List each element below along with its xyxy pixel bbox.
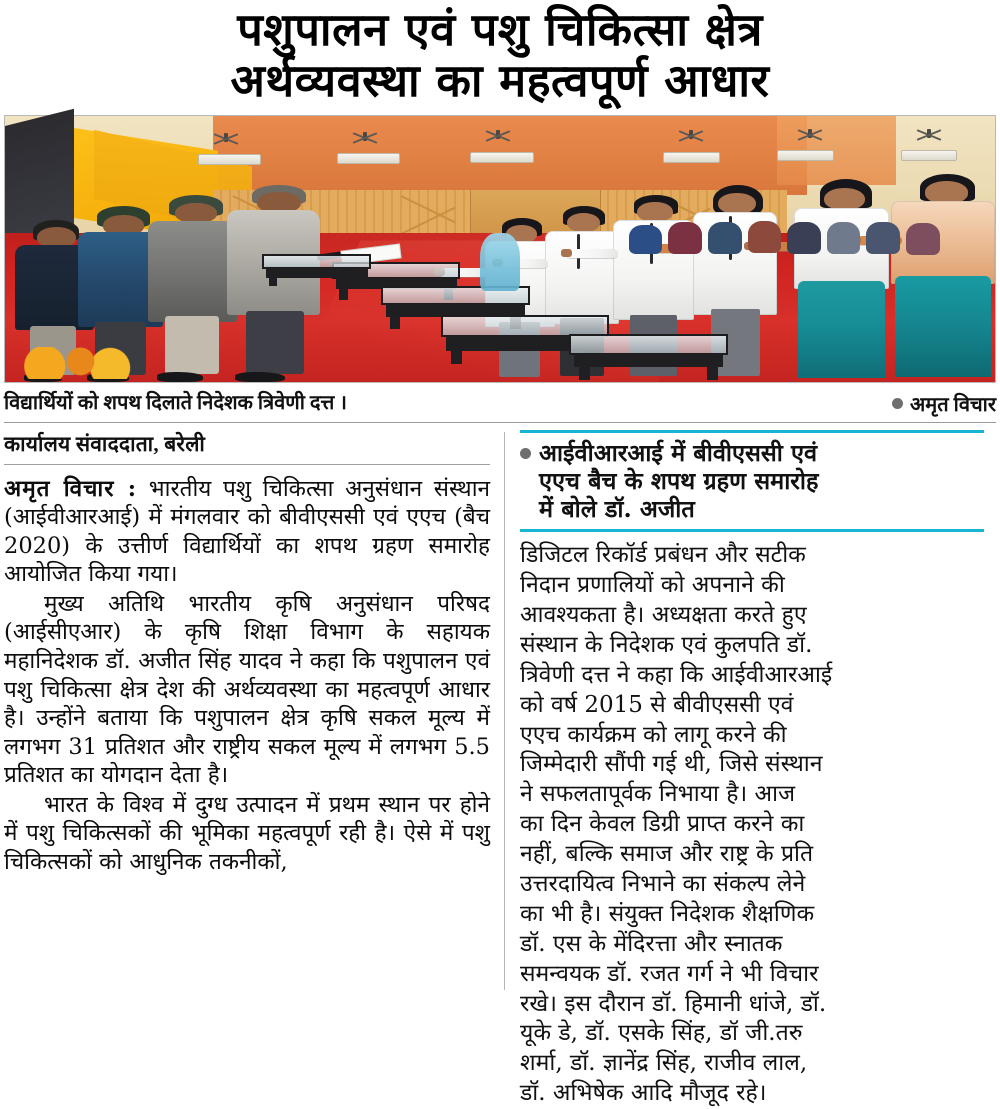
- photo-caption: विद्यार्थियों को शपथ दिलाते निदेशक त्रिवेणी दत्त ।: [4, 391, 347, 414]
- crowd-figure: [748, 221, 782, 253]
- ceremony-photograph: [4, 115, 996, 383]
- paragraph-3: भारत के विश्व में दुग्ध उत्पादन में प्रथम स्थान पर होने में पशु चिकित्सकों की भूमिका महत्वपूर्ण रही है। ऐसे में पशु चिकित्सकों को आधुनिक तकनीकों,: [4, 791, 490, 875]
- right-column-line: डॉ. एस के मेंदिरत्ता और स्नातक: [520, 930, 783, 957]
- crowd-figure: [668, 222, 702, 254]
- right-column-line: आवश्यकता है। अध्यक्षता करते हुए: [520, 601, 807, 628]
- crowd-figure: [708, 222, 742, 254]
- right-column-line: जिम्मेदारी सौंपी गई थी, जिसे संस्थान: [520, 751, 823, 778]
- ceiling-fan: [485, 130, 511, 142]
- ceiling-fan: [916, 129, 942, 141]
- right-column-line: शर्मा, डॉ. ज्ञानेंद्र सिंह, राजीव लाल,: [520, 1050, 808, 1077]
- wall-speaker: [777, 150, 833, 161]
- right-column-line: डॉ. अभिषेक आदि मौजूद रहे।: [520, 1080, 767, 1107]
- ceiling-fan: [678, 130, 704, 142]
- crowd-figure: [906, 223, 940, 255]
- crowd-figure: [629, 225, 663, 254]
- wall-speaker: [470, 152, 533, 163]
- wall-speaker: [337, 153, 400, 164]
- sub-headline-text: [539, 439, 984, 524]
- bullet-dot-icon: [892, 398, 903, 409]
- sub-headline-line-1: आईवीआरआई में बीवीएससी एवं: [539, 438, 818, 467]
- crowd-figure: [787, 222, 821, 254]
- byline-divider: [4, 464, 490, 465]
- student-figure-saree: [787, 179, 896, 381]
- right-column-line: का दिन केवल डिग्री प्राप्त करने का: [520, 811, 805, 838]
- right-column-line: को वर्ष 2015 से बीवीएससी एवं: [520, 691, 794, 718]
- photo-caption-row: [4, 388, 996, 422]
- right-column-line: निदान प्रणालियों को अपनाने की: [520, 572, 785, 599]
- right-column-line: उत्तरदायित्व निभाने का संकल्प लेने: [520, 870, 806, 897]
- sub-headline-line-3: में बोले डॉ. अजीत: [539, 494, 695, 523]
- photo-credit: [892, 390, 996, 417]
- photo-credit-label: अमृत विचार: [910, 393, 996, 416]
- display-case: [262, 254, 371, 286]
- ceiling-fan: [213, 133, 239, 145]
- subhead-rule-bottom: [520, 529, 984, 532]
- right-column-line: रखे। इस दौरान डॉ. हिमानी धांजे, डॉ.: [520, 990, 827, 1017]
- ceiling-fan: [797, 129, 823, 141]
- wall-speaker: [901, 150, 957, 161]
- flower-decoration: [15, 347, 134, 379]
- display-case: [569, 334, 727, 379]
- lead-label: अमृत विचार :: [4, 475, 138, 502]
- right-column-line: समन्वयक डॉ. रजत गर्ग ने भी विचार: [520, 960, 819, 987]
- byline: कार्यालय संवाददाता, बरेली: [4, 431, 206, 456]
- paragraph-1: [4, 475, 490, 589]
- right-column-line: का भी है। संयुक्त निदेशक शैक्षणिक: [520, 900, 815, 927]
- sub-headline: [520, 439, 984, 524]
- bullet-dot-icon: [520, 448, 531, 459]
- right-column-line: ने सफलतापूर्वक निभाया है। आज: [520, 781, 796, 808]
- crowd-figure: [866, 222, 900, 254]
- right-column-line: नहीं, बल्कि समाज और राष्ट्र के प्रति: [520, 841, 814, 868]
- paragraph-1-text: भारतीय पशु चिकित्सा अनुसंधान संस्थान (आईवीआरआई) में मंगलवार को बीवीएससी एवं एएच (बैच 2020) के उत्तीर्ण विद्यार्थियों का शपथ ग्रहण समारोह आयोजित किया गया।: [4, 475, 491, 588]
- headline-line-1: पशुपालन एवं पशु चिकित्सा क्षेत्र: [237, 3, 763, 56]
- left-column: [4, 430, 504, 990]
- right-column-body: [520, 541, 984, 1109]
- right-column-line: त्रिवेणी दत्त ने कहा कि आईवीआरआई: [520, 661, 833, 688]
- right-column: [505, 430, 984, 1107]
- ceiling-fan: [352, 132, 378, 144]
- right-column-line: डिजिटल रिकॉर्ड प्रबंधन और सटीक: [520, 542, 806, 569]
- blue-bag: [480, 233, 520, 292]
- right-column-line: एएच कार्यक्रम को लागू करने की: [520, 721, 787, 748]
- right-column-line: संस्थान के निदेशक एवं कुलपति डॉ.: [520, 631, 813, 658]
- paragraph-2: मुख्य अतिथि भारतीय कृषि अनुसंधान परिषद (आईसीएआर) के कृषि शिक्षा विभाग के सहायक महानिदेशक डॉ. अजीत सिंह यादव ने कहा कि पशुपालन एवं पशु चिकित्सा क्षेत्र देश की अर्थव्यवस्था का महत्वपूर्ण आधार है। उन्होंने बताया कि पशुपालन क्षेत्र कृषि सकल मूल्य में लगभग 31 प्रतिशत और राष्ट्रीय सकल मूल्य में लगभग 5.5 प्रतिशत का योगदान देता है।: [4, 590, 490, 789]
- subhead-rule-top: [520, 430, 984, 433]
- headline: [0, 0, 1000, 109]
- photo-scene: [5, 116, 995, 382]
- wall-speaker: [663, 152, 719, 163]
- crowd-figure: [827, 222, 861, 254]
- headline-line-2: अर्थव्यवस्था का महत्वपूर्ण आधार: [230, 54, 770, 108]
- right-column-line: यूके डे, डॉ. एसके सिंह, डॉ जी.तरु: [520, 1020, 803, 1047]
- wall-speaker: [198, 154, 261, 165]
- sub-headline-line-2: एएच बैच के शपथ ग्रहण समारोह: [539, 466, 819, 495]
- article-body: [4, 423, 996, 1107]
- student-figure-saree: [886, 174, 1000, 381]
